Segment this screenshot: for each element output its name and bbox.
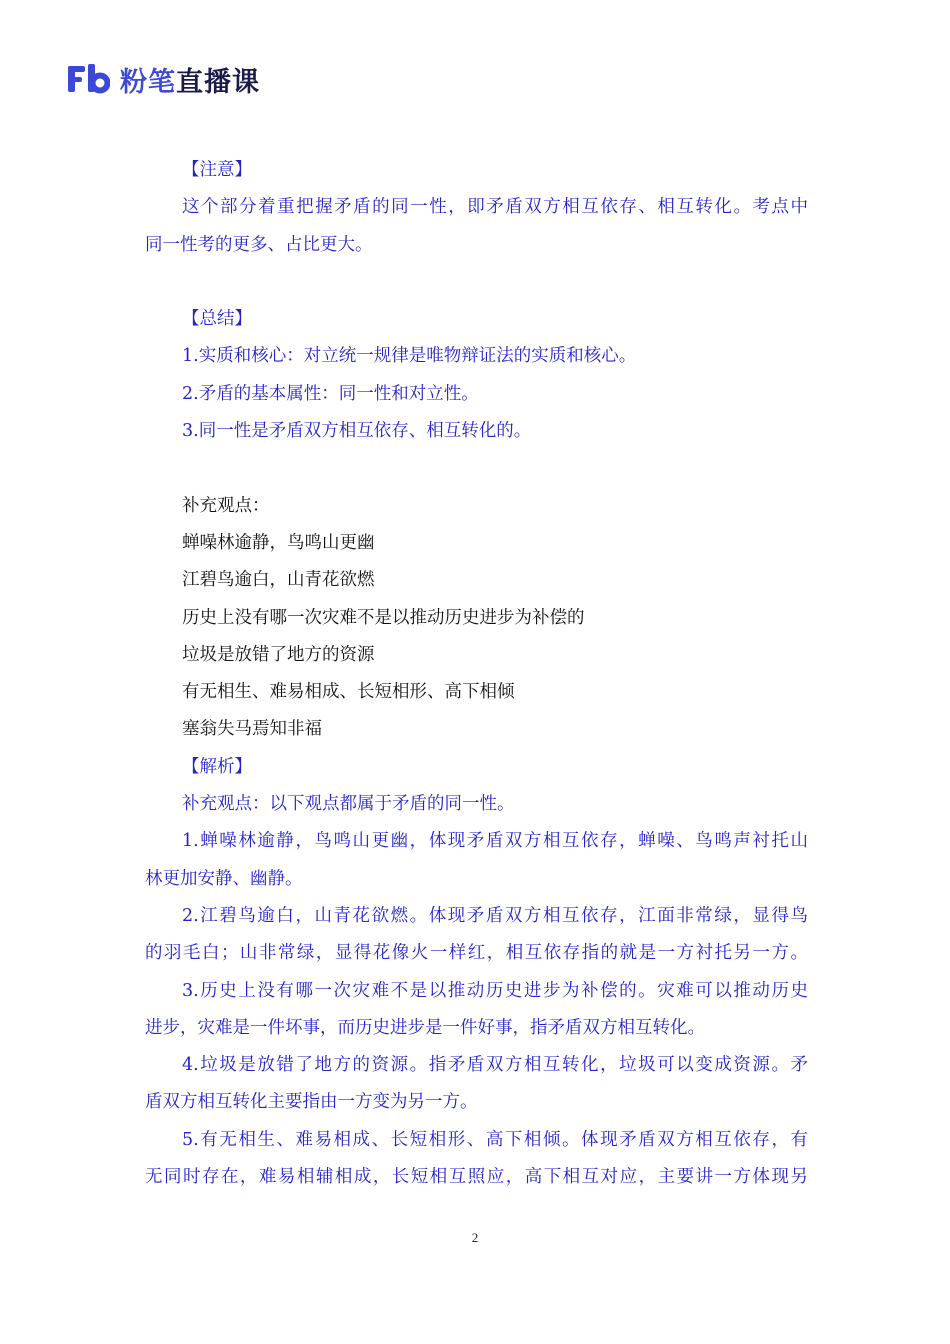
note-text-line-1: 这个部分着重把握矛盾的同一性，即矛盾双方相互依存、相互转化。考点中 [182,197,808,218]
fb-logo-icon [68,64,110,94]
analysis-paragraph-4-line-1: 4.垃圾是放错了地方的资源。指矛盾双方相互转化，垃圾可以变成资源。矛 [182,1055,808,1076]
analysis-intro: 补充观点：以下观点都属于矛盾的同一性。 [182,794,515,815]
analysis-paragraph-3-line-1: 3.历史上没有哪一次灾难不是以推动历史进步为补偿的。灾难可以推动历史 [182,980,808,1001]
supplement-title: 补充观点： [182,495,270,516]
analysis-paragraph-3-line-2: 进步，灾难是一件坏事，而历史进步是一件好事，指矛盾双方相互转化。 [145,1017,705,1038]
summary-item: 3.同一性是矛盾双方相互依存、相互转化的。 [182,421,532,442]
analysis-paragraph-1-line-2: 林更加安静、幽静。 [145,868,303,889]
summary-title: 【总结】 [182,309,252,330]
page-number: 2 [471,1230,479,1245]
summary-item: 2.矛盾的基本属性：同一性和对立性。 [182,383,479,404]
analysis-paragraph-5-line-2: 无同时存在，难易相辅相成，长短相互照应，高下相互对应，主要讲一方体现另 [145,1167,808,1188]
note-title: 【注意】 [182,160,252,180]
summary-item: 1.实质和核心：对立统一规律是唯物辩证法的实质和核心。 [182,346,637,367]
analysis-paragraph-4-line-2: 盾双方相互转化主要指由一方变为另一方。 [145,1092,478,1113]
supplement-item: 塞翁失马焉知非福 [182,719,322,740]
spacer [145,450,808,487]
analysis-paragraph-2-line-2: 的羽毛白；山非常绿，显得花像火一样红，相互依存指的就是一方衬托另一方。 [145,943,808,964]
document-body [145,152,808,1196]
spacer [145,264,808,301]
supplement-item: 历史上没有哪一次灾难不是以推动历史进步为补偿的 [182,607,585,628]
supplement-item: 有无相生、难易相成、长短相形、高下相倾 [182,682,515,703]
analysis-paragraph-1-line-1: 1.蝉噪林逾静，鸟鸣山更幽，体现矛盾双方相互依存，蝉噪、鸟鸣声衬托山 [182,831,808,852]
supplement-item: 垃圾是放错了地方的资源 [182,644,375,665]
logo-sub: 直播课 [176,66,260,98]
analysis-paragraph-2-line-1: 2.江碧鸟逾白，山青花欲燃。体现矛盾双方相互依存，江面非常绿，显得鸟 [182,905,808,926]
supplement-item: 江碧鸟逾白，山青花欲燃 [182,570,375,591]
analysis-title: 【解析】 [182,756,252,777]
logo-text [120,60,260,99]
logo [68,62,260,96]
analysis-paragraph-5-line-1: 5.有无相生、难易相成、长短相形、高下相倾。体现矛盾双方相互依存，有 [182,1129,808,1150]
logo-brand: 粉笔 [120,66,176,98]
note-text-line-2: 同一性考的更多、占比更大。 [145,234,373,255]
supplement-item: 蝉噪林逾静，鸟鸣山更幽 [182,532,375,553]
